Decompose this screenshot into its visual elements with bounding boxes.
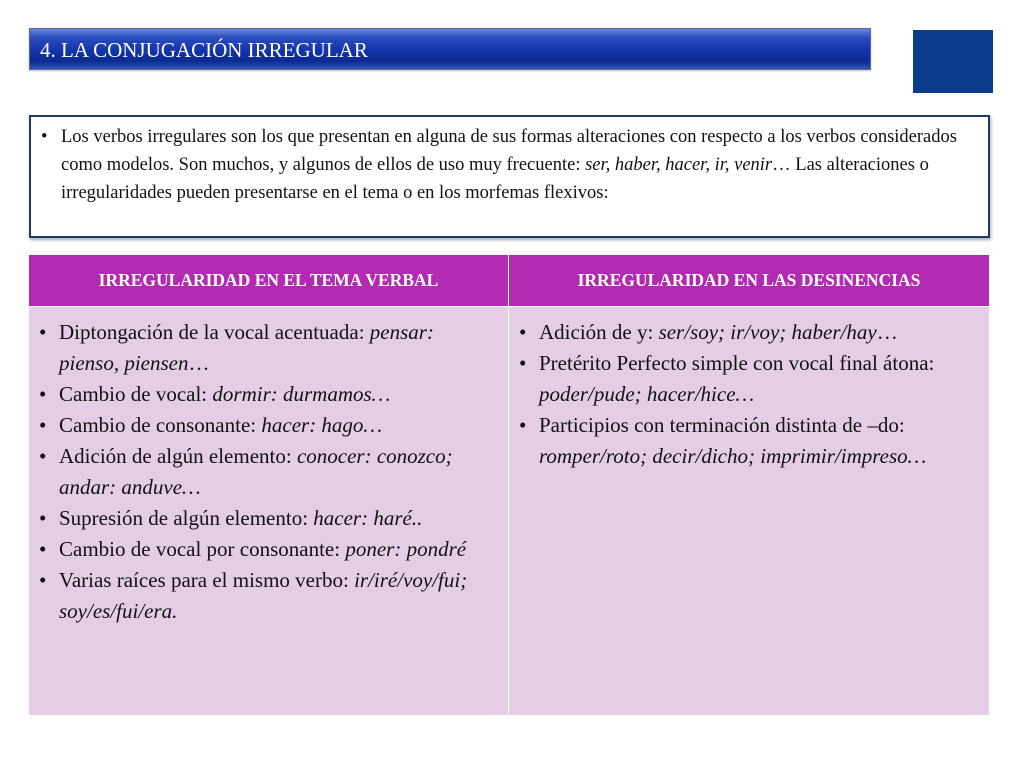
list-item: • Participios con terminación distinta de –do: romper/roto; decir/dicho; imprimir/impreso… xyxy=(519,410,979,472)
bullet-icon: • xyxy=(39,506,47,530)
intro-bullet-item xyxy=(41,123,978,207)
list-item: • Pretérito Perfecto simple con vocal final átona: poder/pude; hacer/hice… xyxy=(519,348,979,410)
list-item: • Adición de algún elemento: conocer: conozco; andar: anduve… xyxy=(39,441,498,503)
list-item: • Cambio de vocal: dormir: durmamos… xyxy=(39,379,498,410)
header-desinencias: IRREGULARIDAD EN LAS DESINENCIAS xyxy=(509,255,989,306)
intro-text-rest: … Las alteraciones o irregularidades pueden presentarse en el tema o en los morfemas flexivos: xyxy=(61,155,929,203)
bullet-icon: • xyxy=(39,568,47,592)
list-item: • Cambio de consonante: hacer: hago… xyxy=(39,410,498,441)
list-item: • Varias raíces para el mismo verbo: ir/iré/voy/fui; soy/es/fui/era. xyxy=(39,565,498,627)
bullet-icon: • xyxy=(39,444,47,468)
bullet-icon: • xyxy=(39,382,47,406)
bullet-icon: • xyxy=(39,320,47,344)
intro-textbox xyxy=(29,115,990,238)
list-item: • Diptongación de la vocal acentuada: pensar: pienso, piensen… xyxy=(39,317,498,379)
intro-text-plain: Los verbos irregulares son los que presentan en alguna de sus formas alteraciones con respecto a los verbos considerados como modelos. Son muchos, y algunos de ellos de uso muy frecuente: xyxy=(61,127,957,175)
list-item: • Supresión de algún elemento: hacer: haré.. xyxy=(39,503,498,534)
bullet-icon: • xyxy=(39,537,47,561)
tema-verbal-cell xyxy=(29,307,508,715)
corner-decoration xyxy=(913,30,993,93)
irregularity-table xyxy=(29,255,989,715)
desinencias-list xyxy=(519,317,979,472)
bullet-icon: • xyxy=(39,413,47,437)
intro-paragraph xyxy=(61,123,978,207)
slide-title: 4. LA CONJUGACIÓN IRREGULAR xyxy=(29,28,871,70)
list-item: • Adición de y: ser/soy; ir/voy; haber/hay… xyxy=(519,317,979,348)
desinencias-cell xyxy=(509,307,989,715)
bullet-icon: • xyxy=(41,127,48,147)
list-item: • Cambio de vocal por consonante: poner: pondré xyxy=(39,534,498,565)
intro-text-examples: ser, haber, hacer, ir, venir xyxy=(585,155,773,175)
header-tema-verbal: IRREGULARIDAD EN EL TEMA VERBAL xyxy=(29,255,508,306)
tema-verbal-list xyxy=(39,317,498,627)
bullet-icon: • xyxy=(519,351,527,375)
bullet-icon: • xyxy=(519,413,527,437)
bullet-icon: • xyxy=(519,320,527,344)
